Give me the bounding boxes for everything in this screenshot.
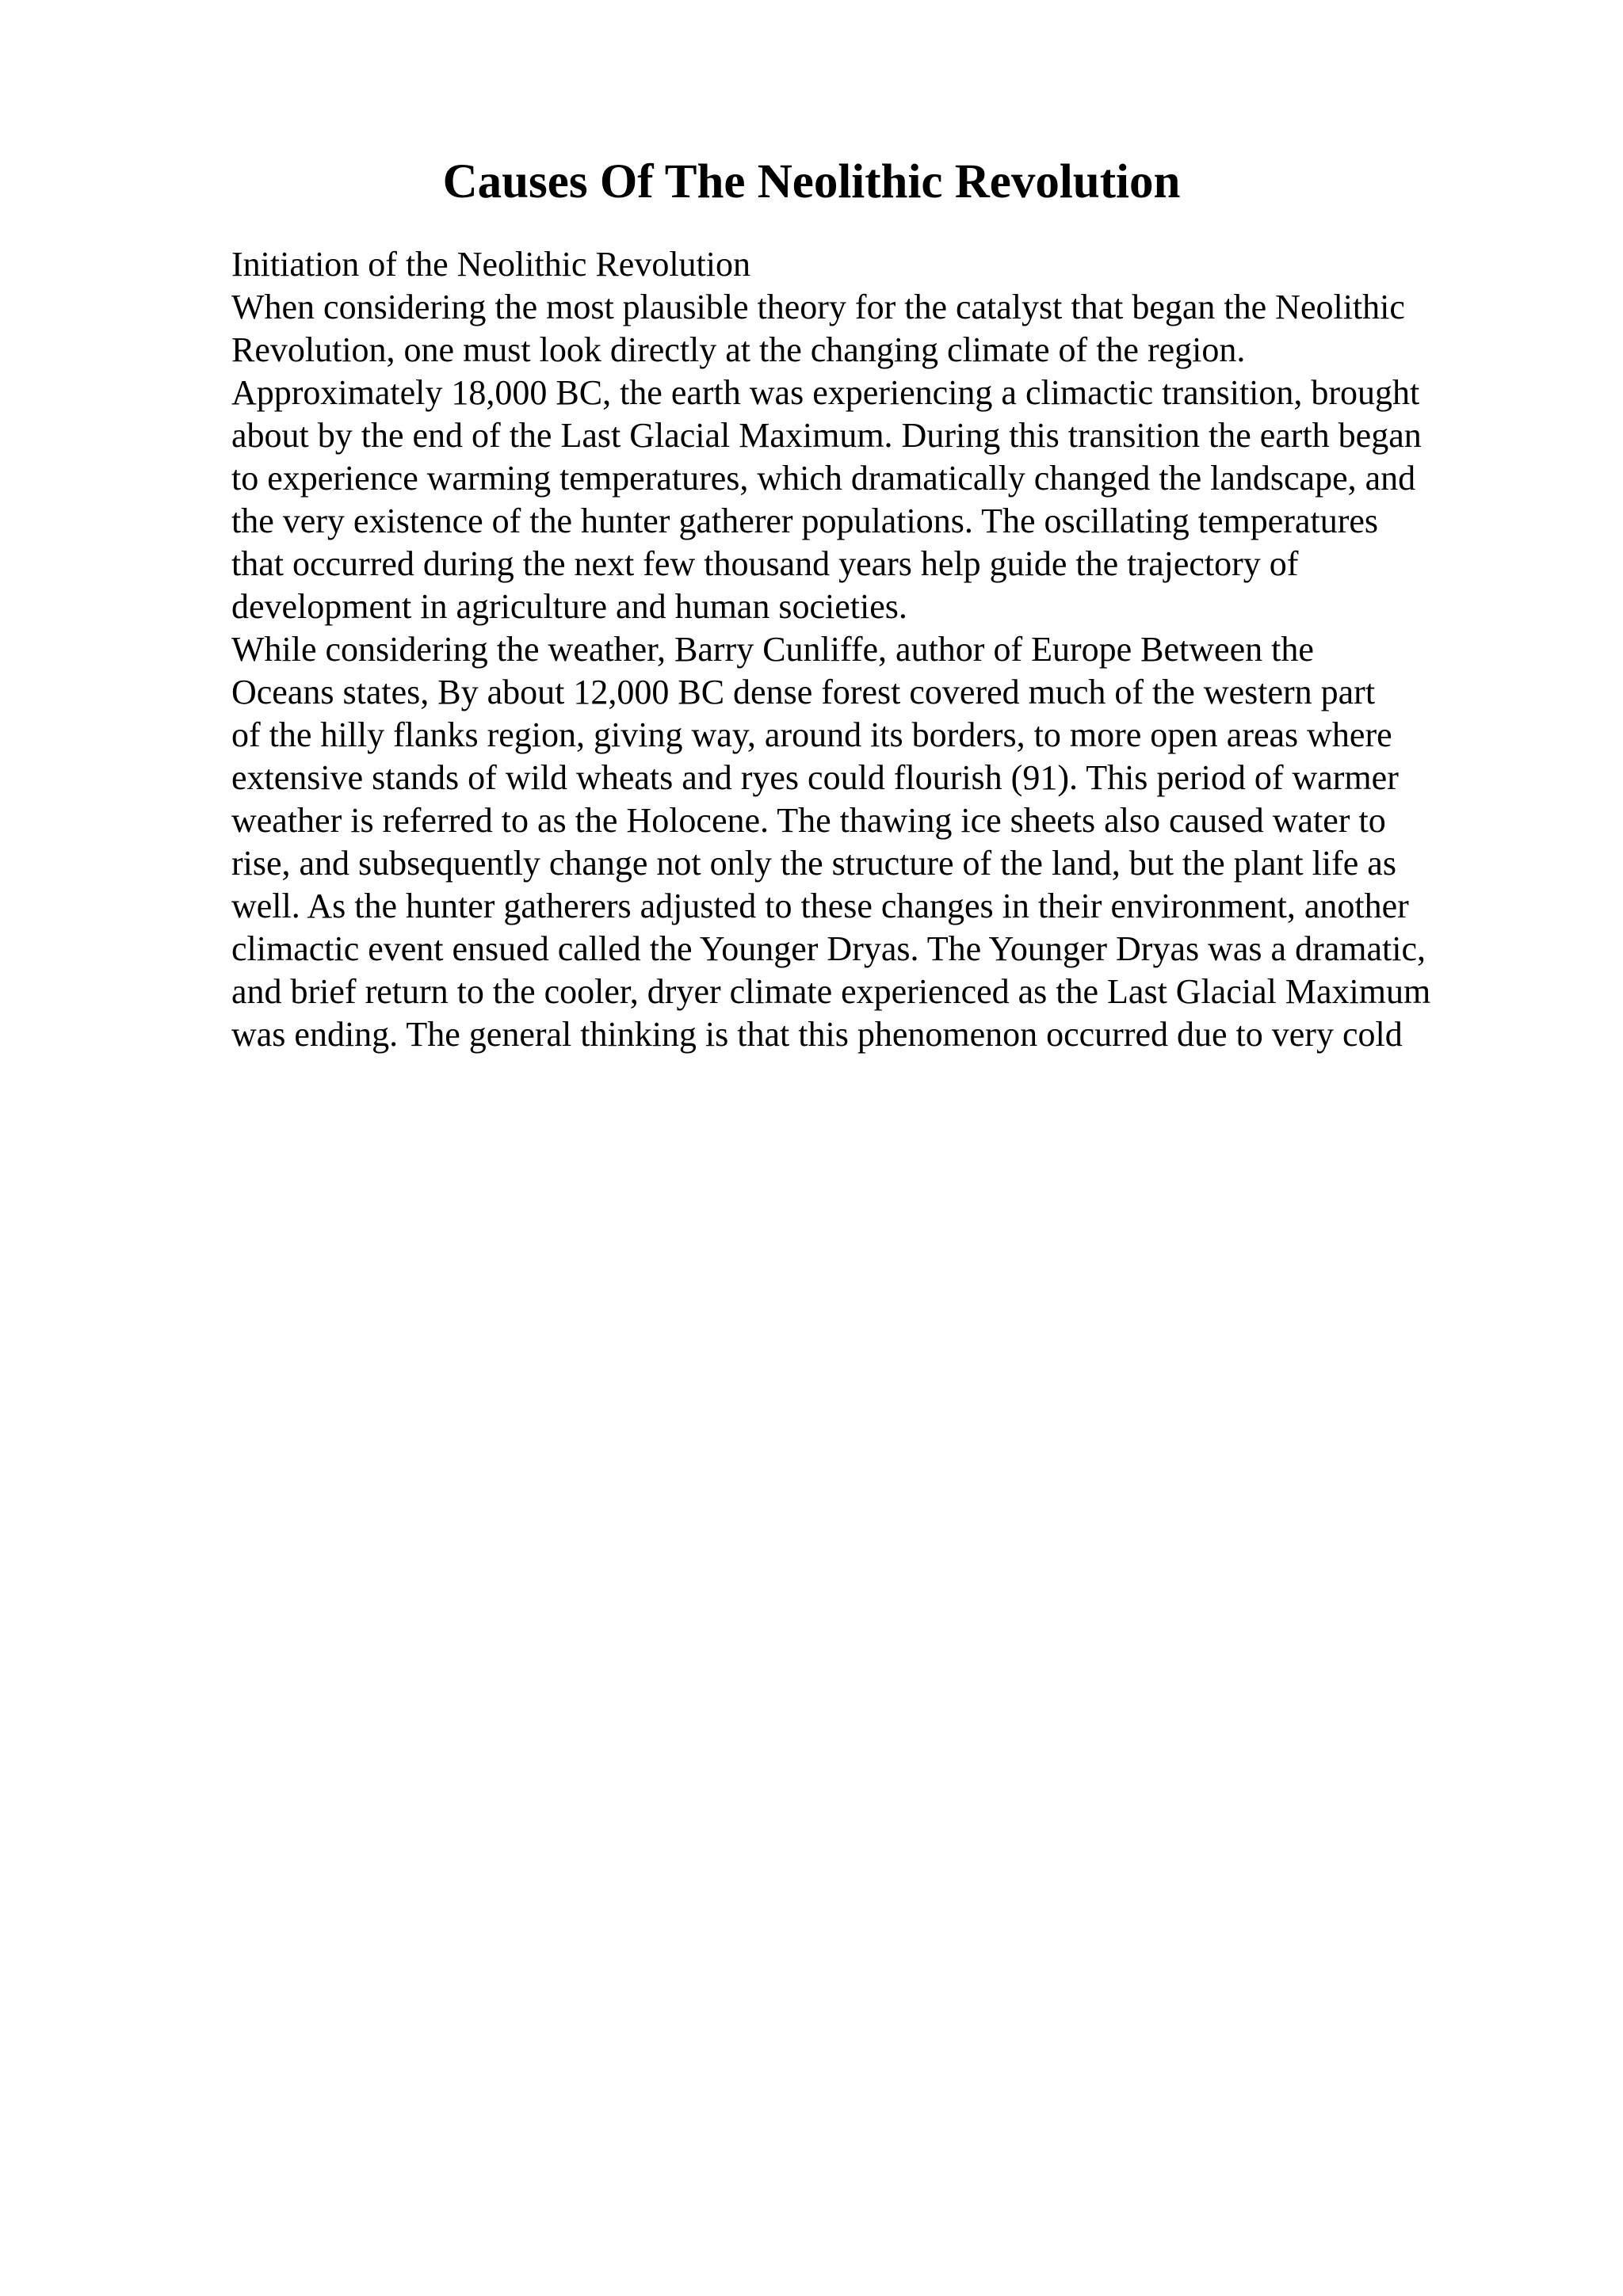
- text-line: was ending. The general thinking is that this phenomenon occurred due to very cold: [231, 1015, 1403, 1054]
- document-body: [231, 243, 1610, 1056]
- text-line: Revolution, one must look directly at the changing climate of the region.: [231, 330, 1246, 369]
- text-line: extensive stands of wild wheats and ryes could flourish (91). This period of warmer: [231, 758, 1399, 797]
- text-line: well. As the hunter gatherers adjusted to these changes in their environment, another: [231, 887, 1409, 925]
- text-line: and brief return to the cooler, dryer climate experienced as the Last Glacial Maximum: [231, 972, 1431, 1011]
- text-line: to experience warming temperatures, which dramatically changed the landscape, and: [231, 459, 1416, 498]
- text-line: Oceans states, By about 12,000 BC dense forest covered much of the western part: [231, 673, 1376, 711]
- text-line: development in agriculture and human societies.: [231, 587, 907, 626]
- text-line: about by the end of the Last Glacial Maximum. During this transition the earth began: [231, 416, 1422, 455]
- text-line: weather is referred to as the Holocene. The thawing ice sheets also caused water to: [231, 801, 1386, 840]
- text-line: Approximately 18,000 BC, the earth was experiencing a climactic transition, brought: [231, 373, 1420, 412]
- text-line: When considering the most plausible theory for the catalyst that began the Neolithic: [231, 288, 1405, 326]
- text-line: Initiation of the Neolithic Revolution: [231, 245, 750, 284]
- document-title: Causes Of The Neolithic Revolution: [442, 155, 1181, 208]
- text-line: climactic event ensued called the Younger Dryas. The Younger Dryas was a dramatic,: [231, 929, 1426, 968]
- text-line: of the hilly flanks region, giving way, around its borders, to more open areas where: [231, 715, 1392, 754]
- text-line: the very existence of the hunter gatherer populations. The oscillating temperatures: [231, 502, 1379, 540]
- text-line: that occurred during the next few thousand years help guide the trajectory of: [231, 544, 1299, 583]
- text-line: While considering the weather, Barry Cunliffe, author of Europe Between the: [231, 630, 1314, 669]
- text-line: rise, and subsequently change not only the structure of the land, but the plant life as: [231, 844, 1396, 883]
